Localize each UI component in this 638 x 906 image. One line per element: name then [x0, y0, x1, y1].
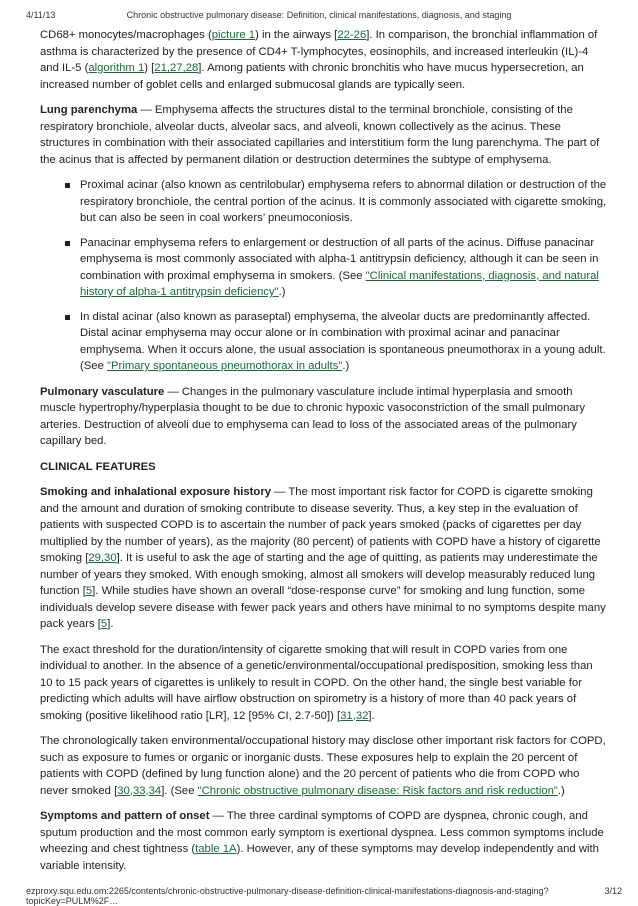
- paragraph-inflammation: CD68+ monocytes/macrophages (picture 1) in the airways [22-26]. In comparison, the bronchial inflammation of asthma is characterized by the presence of CD4+ T-lymphocytes, eosinophils, and increased interleukin (IL)-4 and IL-5 (algorithm 1) [21,27,28]. Among patients with chronic bronchitis who have mucus hypersecretion, an increased number of goblet cells and enlarged submucosal glands are typically seen.: [40, 29, 598, 91]
- list-item: Panacinar emphysema refers to enlargement or destruction of all parts of the acinus. Diffuse panacinar emphysema is most commonly associated with alpha-1 antitrypsin deficiency, although it can be seen in combination with proximal emphysema in smokers. (See "Clinical manifestations, diagnosis, and natural history of alpha-1 antitrypsin deficiency".): [80, 235, 608, 301]
- article-body: [40, 27, 608, 883]
- paragraph-environmental-history: The chronologically taken environmental/occupational history may disclose other important risk factors for COPD, such as exposure to fumes or organic or inorganic dusts. These exposures help to explain the 20 percent of patients with COPD (defined by lung function alone) and the 20 percent of patients who die from COPD who never smoked [30,33,34]. (See "Chronic obstructive pulmonary disease: Risk factors and risk reduction".): [40, 735, 606, 797]
- ref-link-21-27-28[interactable]: 21,27,28: [154, 62, 199, 74]
- print-date: 4/11/13: [26, 10, 56, 20]
- bullet-icon: [65, 183, 70, 188]
- paragraph-symptoms-onset: Symptoms and pattern of onset — The three cardinal symptoms of COPD are dyspnea, chronic cough, and sputum production and the most common early symptom is exertional dyspnea. Less common symptoms include wheezing and chest tightness (table 1A). However, any of these symptoms may develop independently and with variable intensity.: [40, 810, 604, 872]
- list-item: In distal acinar (also known as paraseptal) emphysema, the alveolar ducts are predominantly affected. Distal acinar emphysema may occur alone or in combination with proximal acinar and panacinar emphysema. When it occurs alone, the usual association is spontaneous pneumothorax in a young adult. (See "Primary spontaneous pneumothorax in adults".): [80, 309, 608, 375]
- ref-link-5[interactable]: 5: [85, 585, 93, 597]
- paragraph-smoking-threshold: The exact threshold for the duration/intensity of cigarette smoking that will result in COPD varies from one individual to another. In the absence of a genetic/environmental/occupational predisposition, smoking less than 10 to 15 pack years of cigarettes is unlikely to result in COPD. On the other hand, the single best variable for predicting which adults will have airflow obstruction on spirometry is a history of more than 40 pack years of smoking (positive likelihood ratio [LR], 12 [95% CI, 2.7-50]) [31,32].: [40, 643, 593, 722]
- bullet-icon: [65, 315, 70, 320]
- print-url: ezproxy.squ.edu.om:2265/contents/chronic-obstructive-pulmonary-disease-definition-clinical-manifestations-diagnosis-and-staging?topicKey=PULM%2F…: [26, 886, 549, 906]
- link-alpha1-antitrypsin[interactable]: "Clinical manifestations, diagnosis, and natural history of alpha-1 antitrypsin deficiency": [80, 269, 599, 298]
- emphysema-subtype-list: [40, 177, 608, 375]
- print-header: [0, 0, 638, 20]
- ref-link-5[interactable]: 5: [100, 618, 108, 630]
- page-number: 3/12: [604, 886, 622, 896]
- link-table-1a[interactable]: table 1A: [195, 843, 237, 855]
- paragraph-lung-parenchyma: Lung parenchyma — Emphysema affects the structures distal to the terminal bronchiole, consisting of the respiratory bronchiole, alveolar ducts, alveolar sacs, and alveoli, known collectively as the acinus. These structures in combination with their associated capillaries and interstitium form the lung parenchyma. The part of the acinus that is affected by permanent dilation or destruction determines the subtype of emphysema.: [40, 104, 600, 166]
- heading-lung-parenchyma: Lung parenchyma: [40, 104, 138, 116]
- print-title: Chronic obstructive pulmonary disease: Definition, clinical manifestations, diagnosis, and staging: [126, 10, 512, 20]
- link-copd-risk-factors[interactable]: "Chronic obstructive pulmonary disease: Risk factors and risk reduction": [197, 784, 558, 797]
- paragraph-smoking-history: Smoking and inhalational exposure history — The most important risk factor for COPD is cigarette smoking and the amount and duration of smoking contribute to disease severity. Thus, a key step in the evaluation of patients with suspected COPD is to ascertain the number of pack years smoked (packs of cigarettes per day multiplied by the number of years), as the majority (80 percent) of patients with COPD have a history of cigarette smoking [29,30]. It is useful to ask the age of starting and the age of quitting, as patients may underestimate the number of years they smoked. With enough smoking, almost all smokers will develop measurably reduced lung function [5]. While studies have shown an overall “dose-response curve” for smoking and lung function, some individuals develop severe disease with fewer pack years and others have minimal to no symptoms despite many pack years [5].: [40, 486, 606, 630]
- ref-link-29-30[interactable]: 29,30: [88, 552, 117, 564]
- heading-symptoms-onset: Symptoms and pattern of onset: [40, 810, 210, 822]
- heading-pulmonary-vasculature: Pulmonary vasculature: [40, 385, 165, 398]
- ref-link-30-33-34[interactable]: 30,33,34: [117, 784, 162, 797]
- heading-smoking-exposure: Smoking and inhalational exposure history: [40, 486, 272, 498]
- link-algorithm-1[interactable]: algorithm 1: [88, 62, 145, 74]
- ref-link-31-32[interactable]: 31,32: [340, 709, 369, 722]
- ref-link-22-26[interactable]: 22-26: [337, 29, 367, 41]
- list-item: Proximal acinar (also known as centrilobular) emphysema refers to abnormal dilation or destruction of the respiratory bronchiole, the central portion of the acinus. It is commonly associated with cigarette smoking, but can also be seen in coal workers’ pneumoconiosis.: [80, 177, 608, 227]
- section-heading-clinical-features: CLINICAL FEATURES: [40, 460, 156, 473]
- bullet-icon: [65, 241, 70, 246]
- print-footer: [0, 873, 638, 906]
- link-spontaneous-pneumothorax[interactable]: "Primary spontaneous pneumothorax in adults": [107, 360, 343, 372]
- paragraph-pulmonary-vasculature: Pulmonary vasculature — Changes in the pulmonary vasculature include intimal hyperplasia and smooth muscle hypertrophy/hyperplasia thought to be due to chronic hypoxic vasoconstriction of the small pulmonary arteries. Destruction of alveoli due to emphysema can lead to loss of the associated areas of the pulmonary capillary bed.: [40, 385, 586, 447]
- link-picture-1[interactable]: picture 1: [211, 29, 256, 41]
